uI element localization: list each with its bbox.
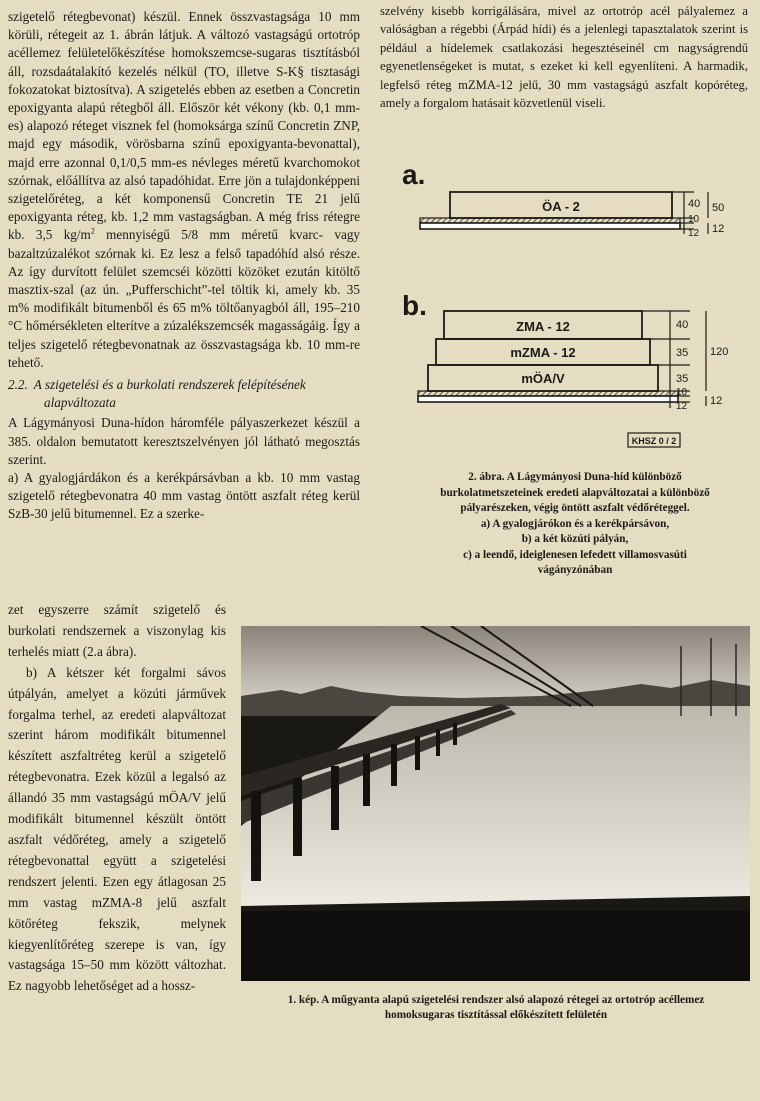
paragraph-3: a) A gyalogjárdákon és a kerékpársávban a kb. 10 mm vastag szigetelő rétegbevonatra 40 mm vastag öntött aszfalt réteg kerül SzB-30 jelű bitumennel. Ez a szerke- bbox=[8, 470, 360, 522]
section-title-line1: A szigetelési és a burkolati rendszerek felépítésének bbox=[33, 377, 306, 393]
paragraph-1-text: szigetelő rétegbevonat) készül. Ennek összvastagsága 10 mm körüli, rétegeit az 1. ábrán látjuk. A változó vastagságú ortotróp acéllemez felületelőkészítése homokszemcse-sugaras tisztításból áll, rozsdaátalakító kezelés nélkül (TO, illetve S-K§ tisztasági fokozatokat biztosítva). A szigetelés ebben az esetben a Concretin epoxigyanta alapú rétegből áll. Először két vékony (kb. 0,1 mm-es) alapozó réteget visznek fel (homoksárga színű Concretin ZNP, majd egy második, vörösbarna színű epoxigyanta-bevonattal), majd erre azonnal 0,1/0,5 mm-es névleges méretű kvarchomokot szórnak, előállítva az alsó tapadóhidat. Erre jön a tulajdonképpeni szigetelőréteg, a két komponensű Concretin TE 21 jelű epoxigyanta réteg, kb. 1,2 mm vastagságban. A még friss rétegre kb. 3,5 kg/m bbox=[8, 9, 360, 243]
caption-line: a) A gyalogjárókon és a kerékpársávon, bbox=[480, 517, 670, 530]
left-column bbox=[8, 8, 360, 524]
caption-line: 2. ábra. A Lágymányosi Duna-híd különböző bbox=[468, 471, 682, 483]
photo-illustration bbox=[241, 626, 750, 981]
caption-line: vágányzónában bbox=[537, 564, 613, 576]
bridge-deck-photo bbox=[241, 626, 750, 981]
dim-a-total-12: 12 bbox=[712, 223, 725, 235]
figure-label-a: a. bbox=[402, 159, 426, 190]
paragraph-2: A Lágymányosi Duna-hídon háromféle pályaszerkezet készül a 385. oldalon bemutatott keresztszelvényen jól látható megosztás szerint. bbox=[8, 415, 360, 467]
figure-2-diagram bbox=[390, 150, 750, 460]
dim-a-10: 10 bbox=[688, 214, 700, 225]
paragraph-3-cont: zet egyszerre számít szigetelő és burkolati rendszernek a viszonylag kis terhelés miatt (2.a ábra). bbox=[8, 602, 226, 659]
dim-b-35a: 35 bbox=[676, 347, 689, 359]
dim-b-12: 12 bbox=[676, 401, 688, 412]
dim-b-total-12: 12 bbox=[710, 395, 723, 407]
dim-a-12: 12 bbox=[688, 228, 700, 239]
dim-b-total-120: 120 bbox=[710, 346, 729, 358]
dim-b-10: 10 bbox=[676, 387, 688, 398]
paragraph-1 bbox=[8, 8, 360, 372]
caption-line: homoksugaras tisztítással előkészített felületén bbox=[384, 1009, 608, 1021]
caption-line: c) a leendő, ideiglenesen lefedett villamosvasúti bbox=[463, 548, 687, 561]
narrow-column bbox=[8, 600, 226, 997]
photo-1-caption bbox=[236, 993, 756, 1023]
dim-b-40: 40 bbox=[676, 319, 689, 331]
figure-2-caption bbox=[400, 470, 750, 579]
paragraph-1-text-cont: mennyiségű 5/8 mm méretű kvarc- vagy bazaltzúzalékot szórnak ki. Ez lesz a felső tapadóhíd alsó része. Az így durvított felület szemcséi közötti közöket ezután kitöltő masztix-szal (az ún. „Pufferschicht”-tel töltik ki, amely kb. 35 m% modifikált bitumenből és 65 m% töltőanyagból áll, 195–210 °C hőmérsékleten elterítve a zúzalékszemcsék magasságáig. Így a teljes szigetelő rétegbevonatnak az összvastagsága kb. 10 mm-re tehető. bbox=[8, 227, 361, 370]
paragraph-4: b) A kétszer két forgalmi sávos útpályán, amelyet a közúti járművek forgalma terhel, az eredeti alapváltozat szerint három modifikált bitumennel készített aszfaltréteg kerül a szigetelő rétegbevonatra. Ezek közül a legalsó az állandó 35 mm vastagságú mÖA/V jelű modifikált bitumennel készült öntött aszfalt védőréteg, amely a szigetelő rétegbevonattal együtt a szigetelési rendszert jelenti. Ezen egy átlagosan 25 mm vastag mZMA-8 jelű aszfalt kötőréteg fekszik, melynek kiegyenlítőréteg szerepe is van, így vastagsága 15–50 mm között változhat. Ez nagyobb lehetőséget ad a hossz- bbox=[8, 664, 226, 994]
caption-line: 1. kép. A műgyanta alapú szigetelési rendszer alsó alapozó rétegei az ortotróp acéllemez bbox=[287, 994, 705, 1006]
section-number: 2.2. bbox=[8, 377, 28, 393]
layer-diagram-svg bbox=[390, 150, 750, 460]
caption-line: burkolatmetszeteinek eredeti alapváltozatai a különböző bbox=[440, 486, 710, 499]
superscript: 2 bbox=[90, 227, 95, 237]
dim-b-35b: 35 bbox=[676, 373, 689, 385]
paragraph-5: szelvény kisebb korrigálására, mivel az ortotróp acél pályalemez a valóságban a régebbi (Árpád hídi) és a jelenlegi tapasztalatok szerint is például a hídelemek csatlakozási hegesztéseinél cm nagyságrendű egyenetlenségeket is mutat, s ezeket ki kell egyenlíteni. A harmadik, legfelső réteg mZMA-12 jelű, 30 mm vastagságú aszfalt kopóréteg, amely a forgalom hatásait közvetlenül viseli. bbox=[380, 4, 748, 111]
layer-oa2-label: ÖA - 2 bbox=[542, 199, 580, 214]
figure-stamp: KHSZ 0 / 2 bbox=[631, 436, 677, 446]
layer-a-steel bbox=[420, 223, 680, 229]
layer-zma12-label: ZMA - 12 bbox=[516, 319, 570, 334]
layer-b-steel bbox=[418, 396, 678, 402]
right-column bbox=[380, 2, 748, 112]
layer-mzma12-label: mZMA - 12 bbox=[510, 345, 576, 360]
dim-a-total-50: 50 bbox=[712, 202, 725, 214]
dim-a-40: 40 bbox=[688, 198, 701, 210]
caption-line: pályarészeken, végig öntött aszfalt védőréteggel. bbox=[460, 502, 690, 514]
layer-moav-label: mÖA/V bbox=[521, 371, 565, 386]
section-title-line2: alapváltozata bbox=[44, 395, 116, 411]
caption-line: b) a két közúti pályán, bbox=[521, 533, 629, 545]
figure-label-b: b. bbox=[402, 290, 427, 321]
section-heading bbox=[8, 376, 360, 412]
